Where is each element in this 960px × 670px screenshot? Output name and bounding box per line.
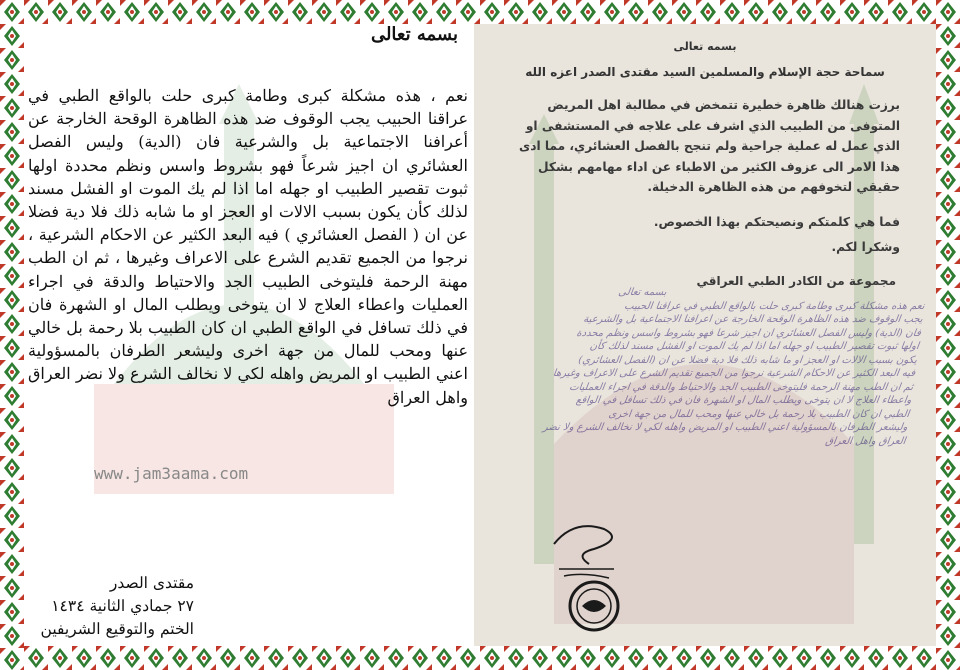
handwriting-line: واعطاء العلاج لا ان يتوخى ويطلب المال او الشهرة فان في ذلك تسافل في الواقع	[575, 395, 913, 406]
handwriting-line: اولها ثبوت تقصير الطبيب او جهله اما اذا لم يك الموت او الفشل مسند لذلك كأن	[588, 341, 920, 352]
handwriting-line: ثم ان الطب مهنة الرحمة فليتوخى الطبيب الجد والاحتياط والدقة في اجراء العمليات	[568, 381, 914, 393]
signature-stamp-icon	[534, 514, 644, 634]
handwriting-line: فان (الدية) وليس الفصل العشائري ان اجيز شرعا فهو بشروط واسس ونظم محددة	[575, 327, 922, 339]
transcript-body: نعم ، هذه مشكلة كبرى وطامة كبرى حلت بالواقع الطبي في عراقنا الحبيب يجب الوقوف ضد هذه الظاهرة الوقحة الخارجة عن أعرافنا الاجتماعية بل والشرعية فان (الدية) وليس الفصل العشائري ان اجيز شرعاً فهو بشروط واسس ونظم محددة اولها ثبوت تقصير الطبيب او جهله اما اذا لم يك الموت او الفشل مسند لذلك كأن يكون بسبب الالات او العجز او ما شابه ذلك فلا دية فضلا عن ان ( الفصل العشائري ) فيه البعد الكثير عن الاحكام الشرعية ، نرجوا من الجميع تقديم الشرع على الاعراف وغيرها ، ثم ان الطب مهنة الرحمة فليتوخى الطبيب الجد والاحتياط والدقة في اجراء العمليات واعطاء العلاج لا ان يتوخى ويطلب المال او الشهرة فان في ذلك تسافل في الواقع الطبي ان كان الطبيب بلا رحمة بل خالي عنها ومحب للمال من جهة اخرى وليشعر الطرفان بالمسؤولية اعني الطبيب او المريض واهله لكي لا نخالف الشرع ولا نضر العراق واهل العراق	[28, 86, 469, 407]
scanned-letter	[474, 24, 936, 646]
signature-name: مقتدى الصدر	[109, 574, 194, 592]
scan-sender: مجموعة من الكادر الطبي العراقي	[696, 274, 896, 288]
handwriting-line: الطبي ان كان الطبيب بلا رحمة بل خالي عنها ومحب للمال من جهة اخرى	[607, 408, 911, 420]
watermark-url: www.jam3aama.com	[94, 464, 249, 483]
scan-paragraph: برزت هنالك ظاهرة خطيرة تتمخض في مطالبة اهل المريض المتوفى من الطبيب الذي اشرف على علاجه في المستشفى او الذي عمل له عملية جراحية ولم تنجح بالفصل العشائري، مما ادى هذا الامر الى عزوف الكثير من الاطباء عن اداء مهامهم بشكل حقيقي لتخوفهم من هذه الظاهرة الدخيلة.	[519, 98, 900, 195]
handwritten-reply	[480, 286, 928, 448]
transcript-heading: بسمه تعالى	[370, 24, 458, 45]
decorative-border-right	[936, 0, 960, 670]
scan-question	[502, 95, 900, 271]
signature-seal-note: الختم والتوقيع الشريفين	[40, 620, 194, 638]
scan-addressee: سماحة حجة الإسلام والمسلمين السيد مقتدى الصدر اعزه الله	[525, 65, 885, 79]
handwriting-line: نعم هذه مشكلة كبرى وطامة كبرى حلت بالواقع الطبي في عراقنا الحبيب	[623, 300, 926, 312]
handwriting-line: فيه البعد الكثير عن الاحكام الشرعية نرجوا من الجميع تقديم الشرع على الاعراف وغيرها	[552, 368, 916, 379]
decorative-border-left	[0, 0, 24, 670]
handwriting-line: بسمه تعالى	[617, 287, 668, 298]
scan-paragraph: فما هي كلمتكم ونصيحتكم بهذا الخصوص.	[653, 214, 900, 229]
signature-date: ٢٧ جمادي الثانية ١٤٣٤	[51, 597, 194, 615]
handwriting-line: يكون بسبب الالات او العجز او ما شابه ذلك فلا دية فضلا عن ان (الفصل العشائري)	[577, 354, 918, 366]
scan-paragraph: وشكرا لكم.	[831, 239, 900, 254]
decorative-border-bottom	[0, 646, 960, 670]
transcript-signature	[41, 572, 194, 641]
handwriting-line: وليشعر الطرفان بالمسؤولية اعني الطبيب او المريض واهله لكي لا نخالف الشرع ولا نضر	[542, 422, 909, 433]
handwriting-line: العراق واهل العراق	[824, 435, 907, 447]
scan-heading: بسمه تعالى	[673, 40, 737, 53]
handwriting-line: يجب الوقوف ضد هذه الظاهرة الوقحة الخارجة عن اعرافنا الاجتماعية بل والشرعية	[582, 314, 924, 325]
typed-transcript	[24, 24, 472, 646]
decorative-border-top	[0, 0, 960, 24]
